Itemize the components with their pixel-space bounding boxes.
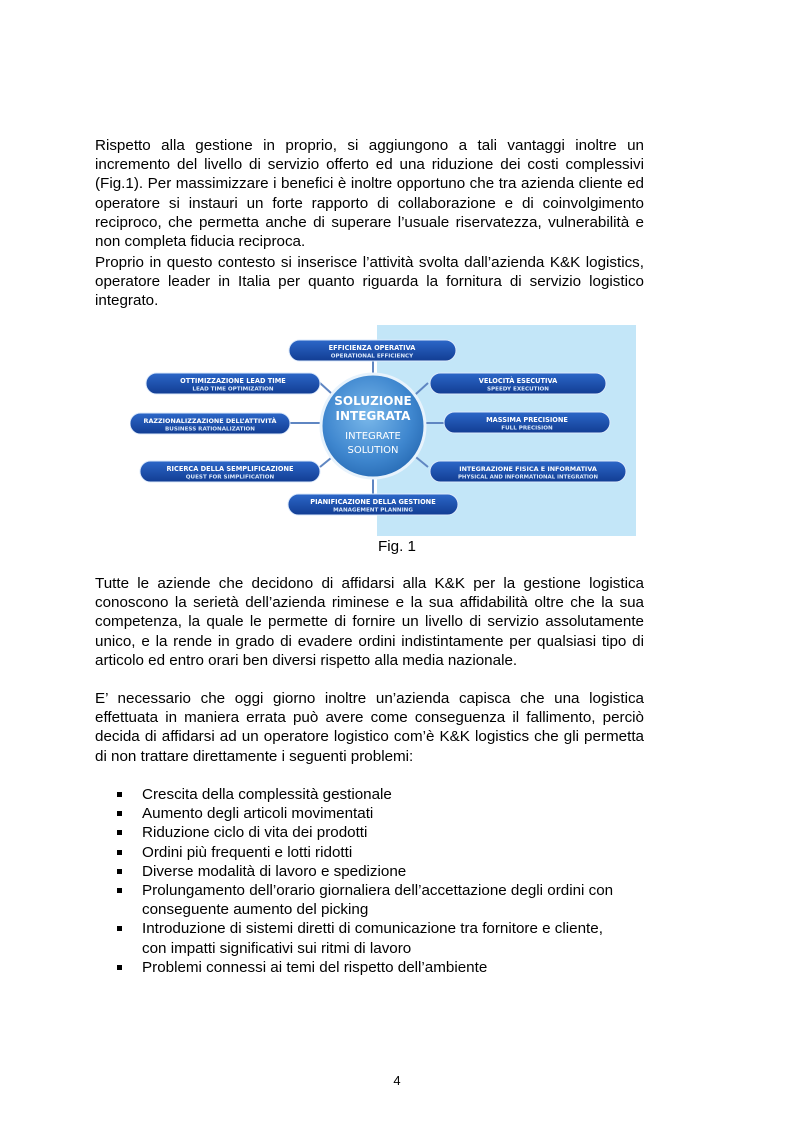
svg-text:PHYSICAL AND INFORMATIONAL INT: PHYSICAL AND INFORMATIONAL INTEGRATION <box>457 474 599 481</box>
pill-massima-precisione <box>444 412 610 433</box>
pill-ottimizzazione-lead-time <box>146 373 320 394</box>
paragraph-context: Proprio in questo contesto si inserisce l’attività svolta dall’azienda K&K logistics, operatore leader in Italia per quanto riguarda la fornitura di servizio logistico integrato. <box>95 254 644 310</box>
center-label-integrate: INTEGRATE <box>345 431 401 442</box>
center-label-soluzione: SOLUZIONE <box>334 394 412 408</box>
pill-velocita-esecutiva <box>430 373 606 394</box>
paragraph-companies: Tutte le aziende che decidono di affidarsi alla K&K per la gestione logistica conoscono la serietà dell’azienda riminese e la sua affidabilità oltre che la sua competenza, la quale le permette di fornire un livello di servizio assolutamente unico, e la rende in grado di evadere ordini indistintamente per qualsiasi tipo di articolo ed entro orari ben diversi rispetto alla media nazionale. <box>95 575 644 669</box>
svg-text:RICERCA DELLA SEMPLIFICAZIONE: RICERCA DELLA SEMPLIFICAZIONE <box>166 465 294 473</box>
figure-caption: Fig. 1 <box>378 538 416 555</box>
problems-list <box>117 785 657 977</box>
svg-text:QUEST FOR SIMPLIFICATION: QUEST FOR SIMPLIFICATION <box>185 474 275 481</box>
bullet-marker <box>117 830 122 835</box>
pill-razzionalizzazione <box>130 413 290 434</box>
list-item: Aumento degli articoli movimentati <box>117 804 657 823</box>
svg-text:INTEGRAZIONE FISICA E INFORMAT: INTEGRAZIONE FISICA E INFORMATIVA <box>459 465 597 473</box>
center-label-integrata: INTEGRATA <box>335 409 411 423</box>
center-label-solution: SOLUTION <box>347 445 399 456</box>
svg-text:MASSIMA PRECISIONE: MASSIMA PRECISIONE <box>486 416 568 424</box>
list-item: Ordini più frequenti e lotti ridotti <box>117 843 657 862</box>
list-item: Riduzione ciclo di vita dei prodotti <box>117 823 657 842</box>
svg-text:PIANIFICAZIONE DELLA GESTIONE: PIANIFICAZIONE DELLA GESTIONE <box>310 498 436 506</box>
svg-text:MANAGEMENT PLANNING: MANAGEMENT PLANNING <box>333 507 413 514</box>
list-item: Prolungamento dell’orario giornaliera dell’accettazione degli ordini con conseguente aumento del picking <box>117 881 657 919</box>
svg-text:EFFICIENZA OPERATIVA: EFFICIENZA OPERATIVA <box>328 344 416 352</box>
pill-pianificazione-gestione <box>288 494 458 515</box>
bullet-marker <box>117 850 122 855</box>
bullet-marker <box>117 792 122 797</box>
integrated-solution-diagram <box>130 325 636 536</box>
paragraph-necessity: E’ necessario che oggi giorno inoltre un’azienda capisca che una logistica effettuata in maniera errata può avere come conseguenza il fallimento, perciò decida di affidarsi ad un operatore logistico com’è K&K logistics che gli permetta di non trattare direttamente i seguenti problemi: <box>95 690 644 765</box>
bullet-marker <box>117 869 122 874</box>
list-item: Introduzione di sistemi diretti di comunicazione tra fornitore e cliente, con impatti significativi sui ritmi di lavoro <box>117 919 657 957</box>
svg-text:BUSINESS RATIONALIZATION: BUSINESS RATIONALIZATION <box>165 426 255 433</box>
pill-ricerca-semplificazione <box>140 461 320 482</box>
bullet-marker <box>117 888 122 893</box>
paragraph-intro: Rispetto alla gestione in proprio, si aggiungono a tali vantaggi inoltre un incremento del livello di servizio offerto ed una riduzione dei costi complessivi (Fig.1). Per massimizzare i benefici è inoltre opportuno che tra azienda cliente ed operatore si instauri un forte rapporto di collaborazione e di coinvolgimento reciproco, che permetta anche di superare l’usuale riservatezza, vulnerabilità e non completa fiducia reciproca. <box>95 137 644 251</box>
pill-efficienza-operativa <box>289 340 456 361</box>
svg-text:LEAD TIME OPTIMIZATION: LEAD TIME OPTIMIZATION <box>192 386 274 393</box>
svg-text:FULL PRECISION: FULL PRECISION <box>501 425 553 432</box>
svg-text:SPEEDY EXECUTION: SPEEDY EXECUTION <box>487 386 549 393</box>
bullet-marker <box>117 926 122 931</box>
pill-integrazione-fisica <box>430 461 626 482</box>
list-item: Diverse modalità di lavoro e spedizione <box>117 862 657 881</box>
svg-text:RAZZIONALIZZAZIONE DELL’ATTIVI: RAZZIONALIZZAZIONE DELL’ATTIVITÀ <box>143 417 277 425</box>
center-circle <box>321 374 425 478</box>
svg-text:VELOCITÀ ESECUTIVA: VELOCITÀ ESECUTIVA <box>478 377 558 385</box>
svg-text:OTTIMIZZAZIONE LEAD TIME: OTTIMIZZAZIONE LEAD TIME <box>180 377 286 385</box>
bullet-marker <box>117 965 122 970</box>
svg-text:OPERATIONAL EFFICIENCY: OPERATIONAL EFFICIENCY <box>330 353 414 360</box>
list-item: Crescita della complessità gestionale <box>117 785 657 804</box>
list-item: Problemi connessi ai temi del rispetto dell’ambiente <box>117 958 657 977</box>
page-number: 4 <box>393 1073 401 1088</box>
bullet-marker <box>117 811 122 816</box>
